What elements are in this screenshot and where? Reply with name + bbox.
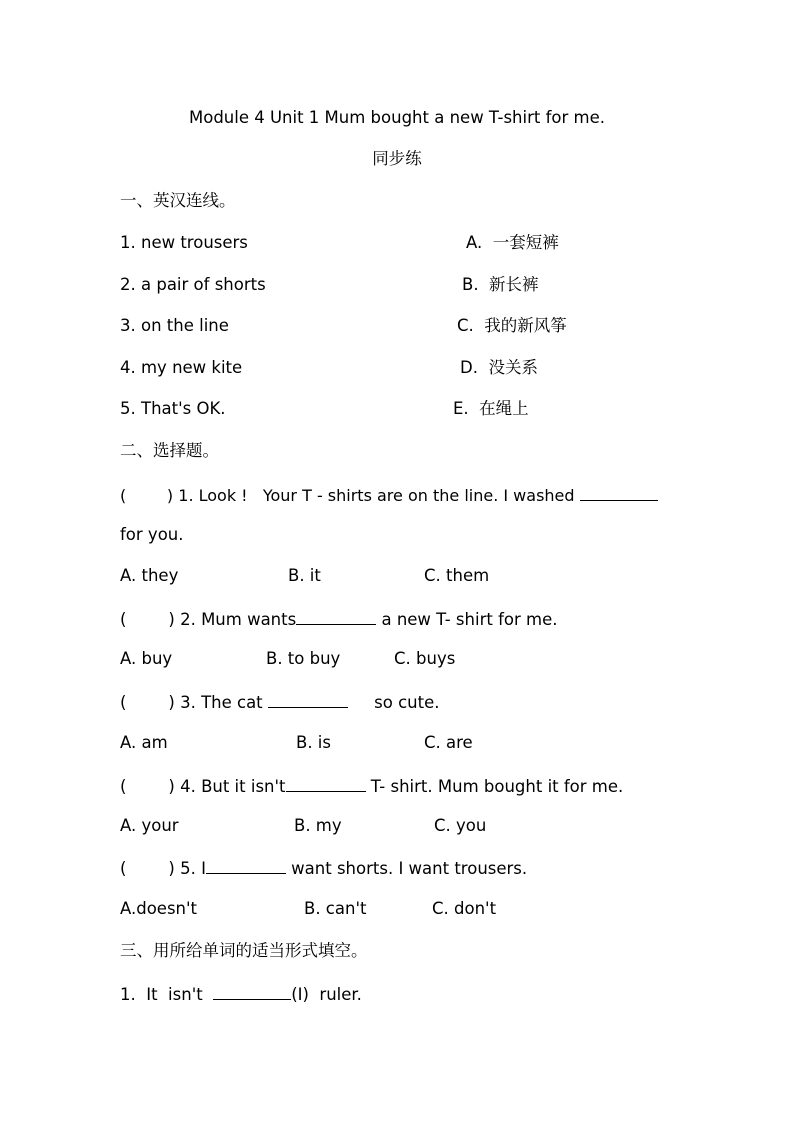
question-2-text: ( ) 2. Mum wants xyxy=(120,610,297,629)
q1-option-c: C. them xyxy=(424,566,490,585)
question-2 xyxy=(120,608,557,630)
answer-blank[interactable] xyxy=(268,691,348,708)
match-english-2: 2. a pair of shorts xyxy=(120,275,266,294)
page-subtitle: 同步练 xyxy=(372,149,422,168)
answer-blank[interactable] xyxy=(213,983,291,1000)
q3-option-a: A. am xyxy=(120,733,168,752)
question-5-text: ( ) 5. I xyxy=(120,859,206,878)
q5-option-b: B. can't xyxy=(304,899,367,918)
match-english-3: 3. on the line xyxy=(120,316,229,335)
question-4-rest: T- shirt. Mum bought it for me. xyxy=(365,777,624,796)
page-title: Module 4 Unit 1 Mum bought a new T-shirt for me. xyxy=(188,108,605,127)
q5-option-a: A.doesn't xyxy=(120,899,198,918)
q3-option-c: C. are xyxy=(424,733,473,752)
fill-question-1-text: 1. It isn't xyxy=(120,985,214,1004)
q5-option-c: C. don't xyxy=(432,899,497,918)
q3-option-b: B. is xyxy=(296,733,331,752)
match-chinese-d: D. 没关系 xyxy=(460,358,538,377)
question-3 xyxy=(120,691,439,713)
question-1 xyxy=(120,484,658,506)
match-english-5: 5. That's OK. xyxy=(120,399,226,418)
question-5 xyxy=(120,857,527,879)
question-1-text: ( ) 1. Look ! Your T - shirts are on the line. I washed xyxy=(120,486,580,505)
question-2-rest: a new T- shirt for me. xyxy=(376,610,558,629)
match-chinese-a: A. 一套短裤 xyxy=(466,233,559,252)
question-4-text: ( ) 4. But it isn't xyxy=(120,777,286,796)
fill-question-1 xyxy=(120,983,362,1005)
q1-option-b: B. it xyxy=(288,566,321,585)
question-4 xyxy=(120,775,623,797)
match-chinese-c: C. 我的新风筝 xyxy=(457,316,567,335)
question-1-continuation: for you. xyxy=(120,525,184,544)
q4-option-a: A. your xyxy=(120,816,179,835)
match-chinese-e: E. 在绳上 xyxy=(453,399,529,418)
match-english-1: 1. new trousers xyxy=(120,233,248,252)
question-3-rest: so cute. xyxy=(347,693,440,712)
answer-blank[interactable] xyxy=(286,775,366,792)
q2-option-a: A. buy xyxy=(120,649,173,668)
q4-option-c: C. you xyxy=(434,816,487,835)
answer-blank[interactable] xyxy=(296,608,376,625)
fill-question-1-rest: (I) ruler. xyxy=(291,985,362,1004)
answer-blank[interactable] xyxy=(206,857,286,874)
answer-blank[interactable] xyxy=(580,484,658,501)
question-3-text: ( ) 3. The cat xyxy=(120,693,268,712)
q2-option-b: B. to buy xyxy=(266,649,341,668)
q1-option-a: A. they xyxy=(120,566,179,585)
question-5-rest: want shorts. I want trousers. xyxy=(285,859,528,878)
section1-heading: 一、英汉连线。 xyxy=(120,191,236,210)
section2-heading: 二、选择题。 xyxy=(120,441,219,460)
q2-option-c: C. buys xyxy=(394,649,456,668)
match-english-4: 4. my new kite xyxy=(120,358,243,377)
q4-option-b: B. my xyxy=(294,816,342,835)
match-chinese-b: B. 新长裤 xyxy=(462,275,539,294)
section3-heading: 三、用所给单词的适当形式填空。 xyxy=(120,941,368,960)
